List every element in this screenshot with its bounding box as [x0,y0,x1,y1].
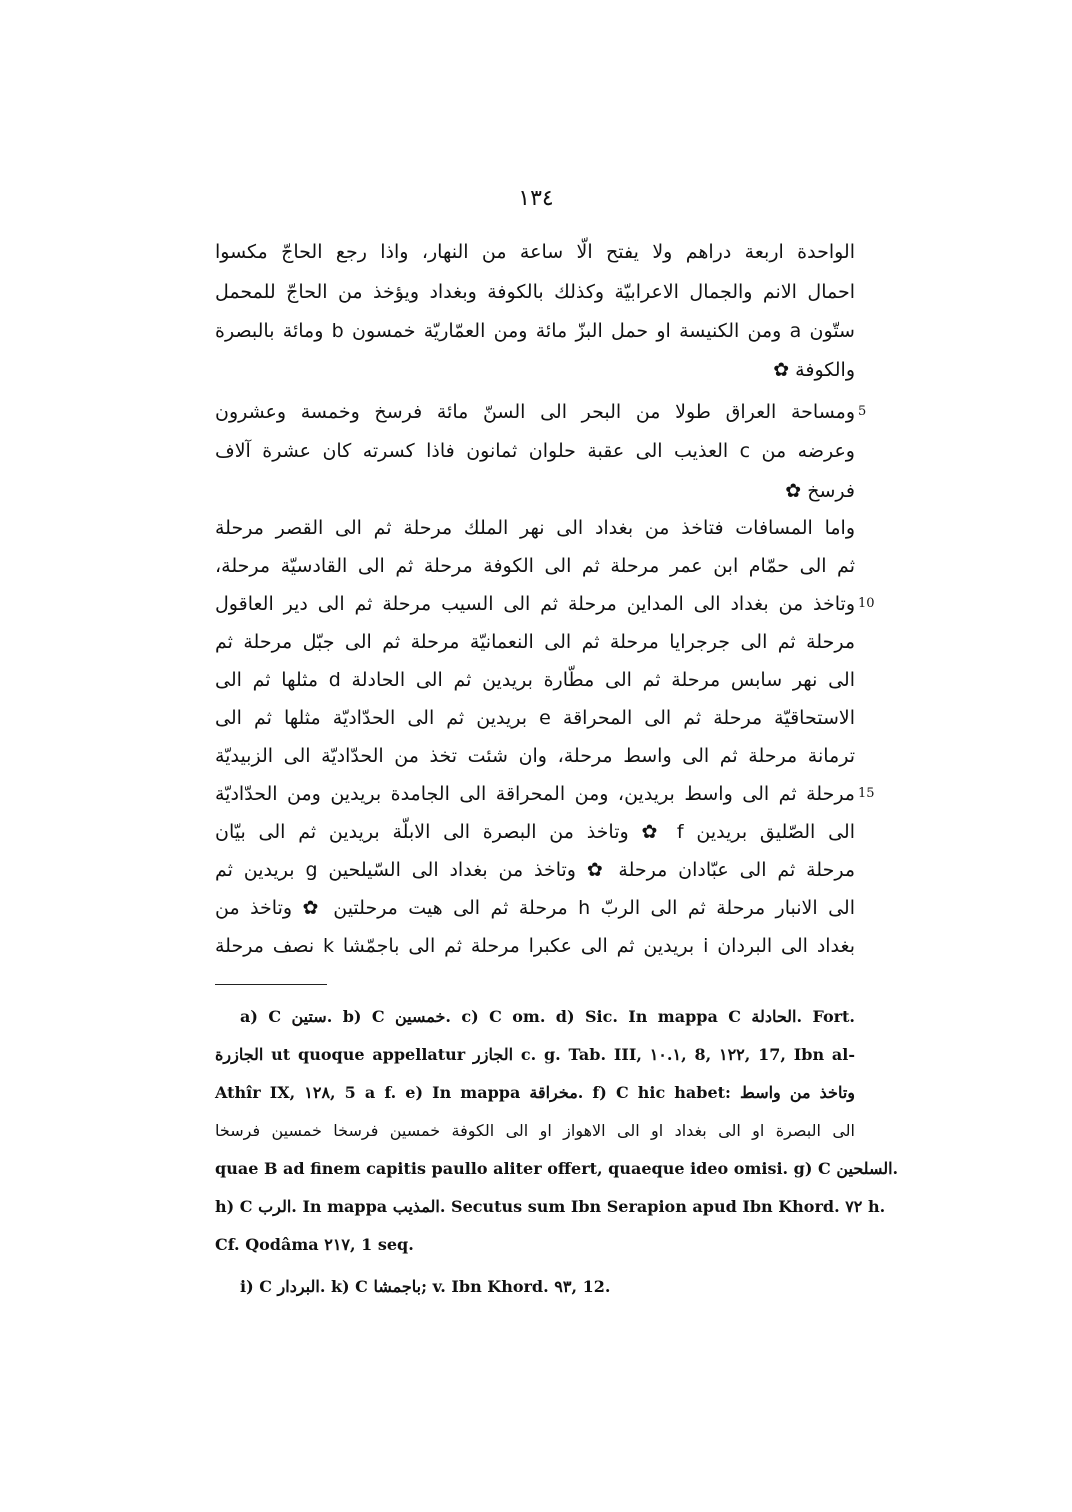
text-line-4: والكوفة ✿ [773,359,855,381]
footnote-line-2: الجازرة ut quoque appellatur الجازر c. g. Tab. III, ١٠.١, 8, ١٢٢, 17, Ibn al- [215,1045,855,1064]
text-line-1: الواحدة اربعة دراهم ولا يفتح الّا ساعة من النهار، واذا رجع الحاجّ مكسوا [215,241,855,263]
text-line-10: وتاخذ من بغداد الى المداين مرحلة ثم الى السيب مرحلة ثم الى دير العاقول [215,593,855,615]
text-line-12: الى نهر سابس مرحلة ثم الى مطّارة بريدين ثم الى الحادلة d مثلها ثم الى [215,669,855,691]
text-line-11: مرحلة ثم الى جرجرايا مرحلة ثم الى النعمانيّة مرحلة ثم الى جبّل مرحلة ثم [215,631,855,653]
text-line-2: احمال الانم والجمال الاعرابيّة وكذلك بالكوفة وبغداد ويؤخذ من الحاجّ للمحمل [215,281,855,303]
line-number-5: 5 [858,404,867,419]
text-line-19: بغداد الى البردان i بريدين ثم الى عكبرا مرحلة ثم الى باجمّشا k نصف مرحلة [215,935,855,957]
text-line-18: الى الانبار مرحلة ثم الى الربّ h مرحلة ثم الى هيت مرحلتين ✿ وتاخذ من [215,897,855,919]
text-line-9: ثم الى حمّام ابن عمر مرحلة ثم الى الكوفة مرحلة ثم الى القادسيّة مرحلة، [215,555,855,577]
text-line-14: ترمانة مرحلة ثم الى واسط مرحلة، وان شئت تخذ من الحدّاديّة الى الزبيديّة [215,745,855,767]
text-line-5: ومساحة العراق طولا من البحر الى السنّ مائة فرسخ وخمسة وعشرون [215,401,855,423]
footnote-line-5: quae B ad finem capitis paullo aliter offert, quaeque ideo omisi. g) C السلحين. [215,1159,899,1178]
footnote-line-4: الى البصرة او الى بغداد او الى الاهواز او الى الكوفة خمسين فرسخا خمسين فرسخا [215,1121,855,1140]
line-number-15: 15 [858,786,875,801]
footnote-line-8: i) C البردار. k) C باجمشا; v. Ibn Khord. ٩٣, 12. [240,1277,611,1296]
footnote-line-7: Cf. Qodâma ٢١٧, 1 seq. [215,1235,414,1254]
page-number: ١٣٤ [518,186,554,211]
text-line-6: وعرضه من c العذيب الى عقبة حلوان ثمانون فاذا كسرته كان عشرة آلاف [215,440,855,462]
text-line-7: فرسخ ✿ [785,480,855,502]
line-number-10: 10 [858,596,875,611]
text-line-3: ستّون a ومن الكنيسة او حمل البزّ مائة ومن العمّاريّة خمسون b ومائة بالبصرة [215,320,855,342]
text-line-16: الى الصّليق بريدين f ✿ وتاخذ من البصرة الى الابلّة بريدين ثم الى بيّان [215,821,855,843]
text-line-8: واما المسافات فتاخذ من بغداد الى نهر الملك مرحلة ثم الى القصر مرحلة [215,517,855,539]
footnote-line-3: Athîr IX, ١٢٨, 5 a f. e) In mappa مخراقة. f) C hic habet: وتاخذ من واسط [215,1083,855,1102]
footnote-line-6: h) C الرب. In mappa المذيب. Secutus sum Ibn Serapion apud Ibn Khord. ٧٢ h. [215,1197,886,1216]
text-line-15: مرحلة ثم الى واسط بريدين، ومن المحراقة الى الجامدة بريدين ومن الحدّاديّة [215,783,855,805]
footnote-line-1: a) C ستين. b) C خمسين. c) C om. d) Sic. In mappa C الحادلة. Fort. [240,1007,855,1026]
text-line-17: مرحلة ثم الى عبّادان مرحلة ✿ وتاخذ من بغداد الى السّيلحين g بريدين ثم [215,859,855,881]
footnote-rule [215,984,327,985]
text-line-13: الاستحاقيّة مرحلة ثم الى المحراقة e بريدين ثم الى الحدّاديّة مثلها ثم الى [215,707,855,729]
